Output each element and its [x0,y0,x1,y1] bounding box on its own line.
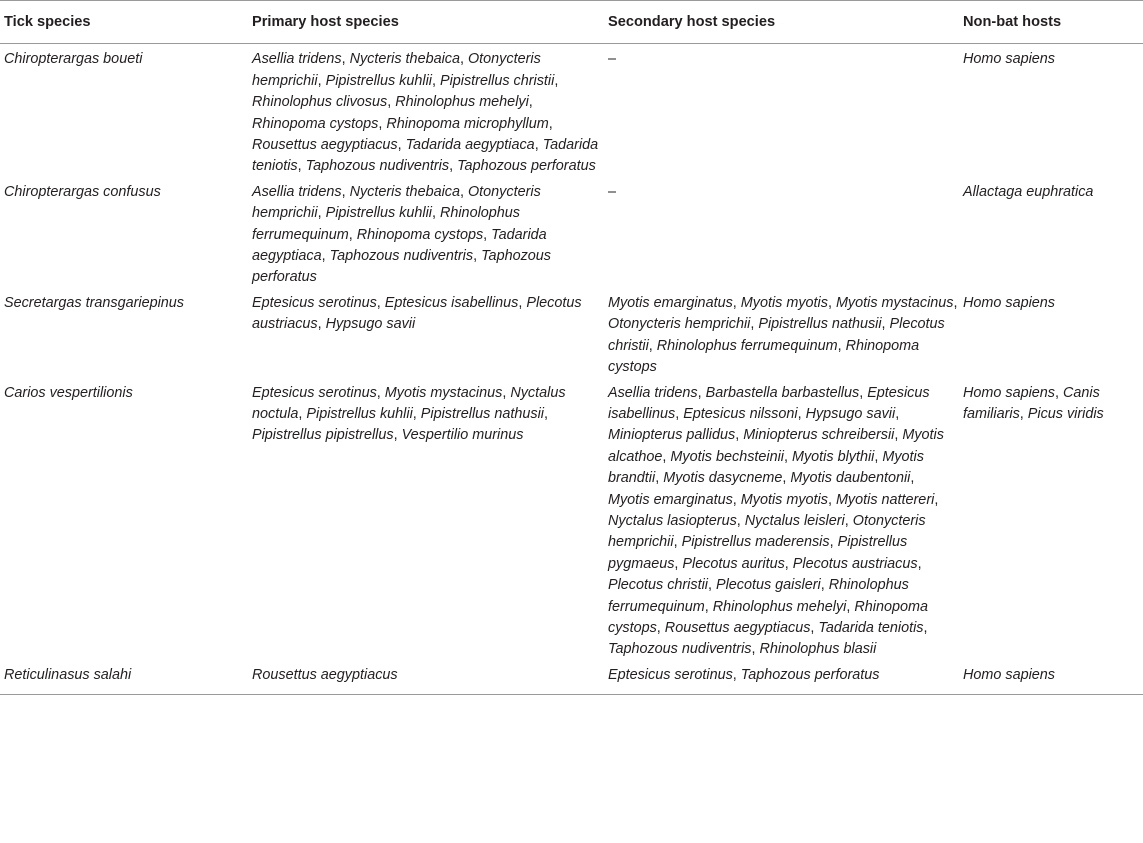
species-name: Plecotus gaisleri [715,577,821,594]
primary-host-cell: Eptesicus serotinus, Myotis mystacinus, Nyctalus noctula, Pipistrellus kuhlii, Pipistrellus nathusii, Pipistrellus pipistrellus, Vespertilio murinus [252,384,566,444]
species-name: Pipistrellus maderensis [681,534,830,551]
primary-host-cell: Eptesicus serotinus, Eptesicus isabellinus, Plecotus austriacus, Hypsugo savii [252,294,582,333]
species-name: Asellia tridens [252,183,342,200]
species-name: Otonycteris hemprichii [608,316,751,333]
species-name: Taphozous perforatus [252,248,551,286]
table-row [0,44,1143,180]
tick-species-cell [0,291,248,381]
species-name: Taphozous nudiventris [305,158,450,175]
species-name: Miniopterus pallidus [608,427,736,444]
species-name: Rhinopoma cystops [356,226,484,243]
species-name: Myotis brandtii [608,448,924,487]
tick-species-name: Reticulinasus salahi [4,666,132,683]
primary-host-cell: Asellia tridens, Nycteris thebaica, Otonycteris hemprichii, Pipistrellus kuhlii, Pipistrellus christii, Rhinolophus clivosus, Rhinolophus mehelyi, Rhinopoma cystops, Rhinopoma microphyllum, Rousettus aegyptiacus, Tadarida aegyptiaca, Tadarida teniotis, Taphozous nudiventris, Taphozous perforatus [252,51,599,175]
species-name: Pipistrellus nathusii [758,316,882,333]
non-bat-host-cell [959,44,1143,180]
species-name: Myotis bechsteinii [670,448,784,465]
species-name: Tadarida aegyptiaca [405,137,535,154]
primary-host-cell: Asellia tridens, Nycteris thebaica, Otonycteris hemprichii, Pipistrellus kuhlii, Rhinolophus ferrumequinum, Rhinopoma cystops, Tadarida aegyptiaca, Taphozous nudiventris, Taphozous perforatus [252,183,551,286]
species-name: Hypsugo savii [805,405,896,422]
species-name: Rousettus aegyptiacus [252,137,398,154]
species-name: Rhinolophus blasii [759,641,877,658]
tick-species-name: Chiropterargas confusus [4,183,161,200]
tick-species-name: Chiropterargas boueti [4,51,143,68]
header-tick-species: Tick species [0,1,248,44]
non-bat-host-cell [959,180,1143,291]
table-body [0,44,1143,695]
species-name: Tadarida teniotis [818,619,924,636]
species-name: Myotis blythii [792,448,875,465]
species-name: Nyctalus leisleri [744,512,845,529]
tick-species-name: Carios vespertilionis [4,384,133,401]
species-name: Pipistrellus pygmaeus [608,534,908,572]
species-name: Asellia tridens [252,51,342,68]
species-name: Canis familiaris [963,384,1100,422]
species-name: Myotis emarginatus [608,491,733,508]
species-name: Plecotus auritus [682,555,785,572]
species-name: Barbastella barbastellus [705,384,860,401]
species-name: Otonycteris hemprichii [252,51,541,89]
species-name: Myotis dasycneme [663,470,783,487]
species-name: Taphozous nudiventris [608,641,752,658]
species-name: Rhinopoma cystops [252,115,379,132]
non-bat-host-cell [959,663,1143,695]
empty-dash: – [608,183,617,200]
non-bat-host-cell: Homo sapiens, Canis familiaris, Picus viridis [963,384,1104,422]
species-name: Taphozous nudiventris [329,248,474,265]
species-name: Rhinolophus ferrumequinum [608,577,909,615]
species-name: Picus viridis [1027,405,1104,422]
species-name: Allactaga euphratica [963,183,1094,200]
species-name: Rousettus aegyptiacus [664,619,811,636]
species-name: Myotis daubentonii [790,470,911,487]
species-name: Myotis myotis [740,491,828,508]
species-name: Homo sapiens [963,51,1055,68]
tick-species-cell [0,44,248,180]
species-name: Myotis nattereri [835,491,935,508]
secondary-host-cell [604,180,959,291]
primary-host-cell [248,663,604,695]
species-name: Pipistrellus kuhlii [306,405,413,422]
species-name: Taphozous perforatus [740,666,880,683]
species-name: Eptesicus serotinus [252,294,377,311]
species-name: Nycteris thebaica [349,51,460,68]
species-name: Eptesicus serotinus [608,666,733,683]
species-name: Pipistrellus pipistrellus [252,427,394,444]
species-name: Pipistrellus nathusii [420,405,544,422]
secondary-host-cell: Eptesicus serotinus, Taphozous perforatus [604,663,959,695]
species-name: Otonycteris hemprichii [252,183,541,222]
species-name: Rhinolophus ferrumequinum [252,205,520,243]
species-name: Eptesicus nilssoni [683,405,798,422]
table-row [0,663,1143,695]
species-name: Vespertilio murinus [401,427,524,444]
table-row [0,180,1143,291]
species-name: Rhinolophus ferrumequinum [656,337,838,354]
species-name: Hypsugo savii [325,316,416,333]
species-name: Rhinolophus clivosus [252,94,388,111]
species-name: Pipistrellus kuhlii [325,72,432,89]
tick-species-cell [0,663,248,695]
species-name: Eptesicus isabellinus [608,384,930,422]
species-name: Miniopterus schreibersii [743,427,895,444]
empty-dash: – [608,51,617,68]
secondary-host-cell: Myotis emarginatus, Myotis myotis, Myotis mystacinus, Otonycteris hemprichii, Pipistrellus nathusii, Plecotus christii, Rhinolophus ferrumequinum, Rhinopoma cystops [608,294,958,376]
species-name: Pipistrellus christii [439,72,555,89]
header-row [0,1,1143,44]
species-name: Rhinolophus mehelyi [712,598,847,615]
species-name: Rhinopoma cystops [608,598,928,636]
table-row [0,381,1143,663]
species-name: Nyctalus noctula [252,384,566,422]
header-non-bat-hosts: Non-bat hosts [959,1,1143,44]
species-name: Rhinopoma cystops [608,337,920,376]
species-name: Homo sapiens [963,666,1055,683]
species-name: Eptesicus isabellinus [384,294,519,311]
non-bat-host-cell [959,291,1143,381]
species-name: Homo sapiens [963,384,1055,401]
species-name: Tadarida teniotis [252,137,599,175]
header-primary-host: Primary host species [248,1,604,44]
species-name: Rousettus aegyptiacus [252,666,398,683]
species-name: Myotis alcathoe [608,427,944,465]
header-secondary-host: Secondary host species [604,1,959,44]
species-name: Pipistrellus kuhlii [325,205,432,222]
species-name: Myotis emarginatus [608,294,733,311]
species-name: Tadarida aegyptiaca [252,226,547,265]
species-name: Myotis myotis [740,294,828,311]
species-name: Taphozous perforatus [457,158,596,175]
species-name: Asellia tridens [608,384,698,401]
species-name: Plecotus christii [608,577,708,594]
species-name: Eptesicus serotinus [252,384,377,401]
table-row [0,291,1143,381]
species-name: Plecotus austriacus [792,555,918,572]
species-name: Rhinopoma microphyllum [386,115,549,132]
species-name: Nyctalus lasiopterus [608,512,737,529]
species-name: Nycteris thebaica [349,183,460,200]
species-name: Homo sapiens [963,294,1055,311]
species-name: Plecotus austriacus [252,294,582,333]
species-name: Otonycteris hemprichii [608,512,926,551]
tick-species-name: Secretargas transgariepinus [4,294,184,311]
species-name: Myotis mystacinus [384,384,503,401]
tick-species-cell [0,381,248,663]
secondary-host-cell: Asellia tridens, Barbastella barbastellus, Eptesicus isabellinus, Eptesicus nilssoni, Hypsugo savii, Miniopterus pallidus, Miniopterus schreibersii, Myotis alcathoe, Myotis bechsteinii, Myotis blythii, Myotis brandtii, Myotis dasycneme, Myotis daubentonii, Myotis emarginatus, Myotis myotis, Myotis nattereri, Nyctalus lasiopterus, Nyctalus leisleri, Otonycteris hemprichii, Pipistrellus maderensis, Pipistrellus pygmaeus, Plecotus auritus, Plecotus austriacus, Plecotus christii, Plecotus gaisleri, Rhinolophus ferrumequinum, Rhinolophus mehelyi, Rhinopoma cystops, Rousettus aegyptiacus, Tadarida teniotis, Taphozous nudiventris, Rhinolophus blasii [608,384,944,658]
secondary-host-cell [604,44,959,180]
tick-species-cell [0,180,248,291]
species-name: Plecotus christii [608,316,945,354]
species-name: Myotis mystacinus [835,294,954,311]
species-name: Rhinolophus mehelyi [395,94,529,111]
